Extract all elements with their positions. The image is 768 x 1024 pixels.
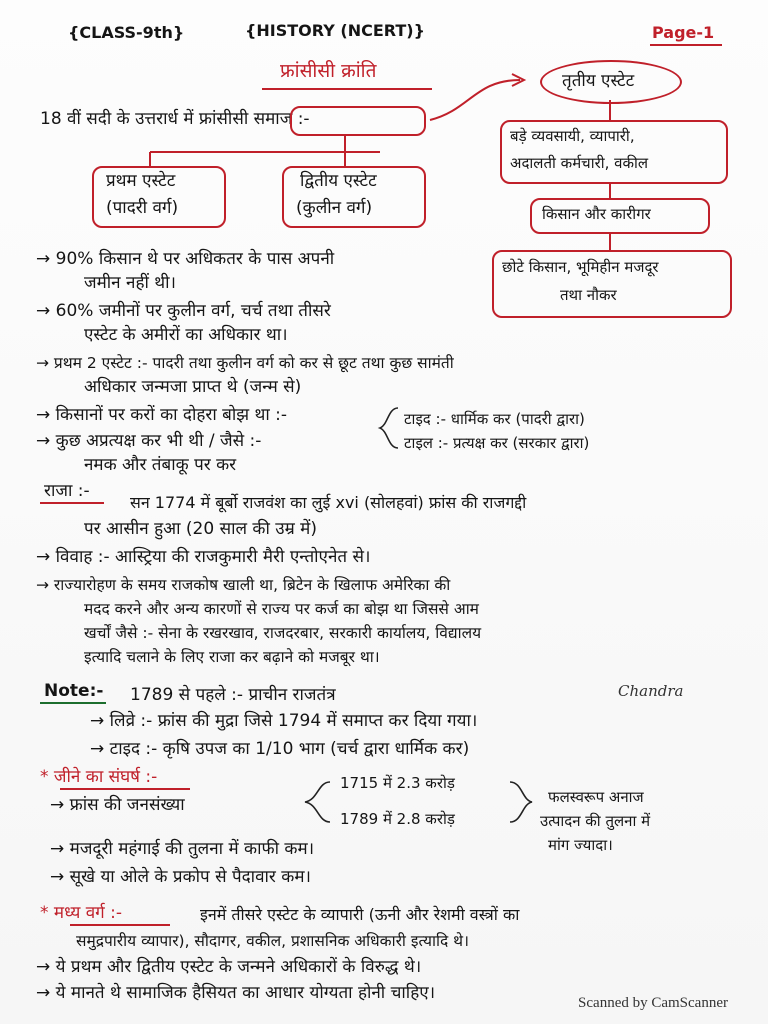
middle-class-line3: → ये प्रथम और द्वितीय एस्टेट के जन्मने अधिकारों के विरुद्ध थे। bbox=[36, 957, 422, 977]
topic-underline bbox=[262, 88, 432, 90]
note-line2: → लिव्रे :- फ्रांस की मुद्रा जिसे 1794 में समाप्त कर दिया गया। bbox=[90, 711, 478, 731]
population-label: → फ्रांस की जनसंख्या bbox=[50, 795, 185, 815]
king-accession-1: → राज्यारोहण के समय राजकोष खाली था, ब्रिटेन के खिलाफ अमेरिका की bbox=[36, 576, 451, 594]
survival-result-2: उत्पादन की तुलना में bbox=[540, 812, 651, 830]
king-line1: सन 1774 में बूर्बो राजवंश का लुई xvi (सोलहवां) फ्रांस की राजगद्दी bbox=[130, 493, 527, 512]
population-1789: 1789 में 2.8 करोड़ bbox=[340, 810, 455, 828]
class-label: {CLASS-9th} bbox=[68, 23, 185, 42]
point-5-line2: नमक और तंबाकू पर कर bbox=[84, 455, 237, 475]
page-label: Page-1 bbox=[652, 23, 715, 42]
second-estate-sub: (कुलीन वर्ग) bbox=[296, 198, 373, 218]
first-estate-title: प्रथम एस्टेट bbox=[106, 171, 176, 191]
third-group-3-line1: छोटे किसान, भूमिहीन मजदूर bbox=[502, 258, 659, 276]
tax-note-2: टाइल :- प्रत्यक्ष कर (सरकार द्वारा) bbox=[404, 434, 590, 452]
king-accession-4: इत्यादि चलाने के लिए राजा कर बढ़ाने को मजबूर था। bbox=[84, 648, 380, 666]
point-2-line2: एस्टेट के अमीरों का अधिकार था। bbox=[84, 325, 288, 345]
third-group-3-line2: तथा नौकर bbox=[560, 286, 617, 304]
middle-class-heading: * मध्य वर्ग :- bbox=[40, 903, 123, 923]
point-2-line1: → 60% जमीनों पर कुलीन वर्ग, चर्च तथा तीसरे bbox=[36, 301, 331, 321]
point-3-line2: अधिकार जन्मजा प्राप्त थे (जन्म से) bbox=[84, 377, 302, 397]
subject-label: {HISTORY (NCERT)} bbox=[245, 21, 425, 40]
third-group-1-line2: अदालती कर्मचारी, वकील bbox=[510, 154, 649, 172]
signature-chandra: Chandra bbox=[618, 682, 684, 700]
middle-class-line1: इनमें तीसरे एस्टेट के व्यापारी (ऊनी और रेशमी वस्त्रों का bbox=[200, 905, 520, 924]
point-1-line2: जमीन नहीं थी। bbox=[84, 273, 176, 293]
king-heading: राजा :- bbox=[44, 481, 90, 501]
society-root-box bbox=[290, 106, 426, 136]
king-accession-3: खर्चों जैसे :- सेना के रखरखाव, राजदरबार, सरकारी कार्यालय, विद्यालय bbox=[84, 624, 482, 642]
topic-title: फ्रांसीसी क्रांति bbox=[280, 60, 377, 82]
third-group-2-text: किसान और कारीगर bbox=[542, 205, 651, 223]
middle-class-line2: समुद्रपारीय व्यापार), सौदागर, वकील, प्रशासनिक अधिकारी इत्यादि थे। bbox=[76, 932, 469, 950]
note-line3: → टाइद :- कृषि उपज का 1/10 भाग (चर्च द्वारा धार्मिक कर) bbox=[90, 739, 470, 759]
note-label: Note:- bbox=[44, 681, 104, 701]
survival-result-1: फलस्वरूप अनाज bbox=[548, 788, 644, 806]
survival-underline bbox=[60, 788, 190, 790]
survival-heading: * जीने का संघर्ष :- bbox=[40, 767, 158, 787]
first-estate-sub: (पादरी वर्ग) bbox=[106, 198, 179, 218]
point-4-line1: → किसानों पर करों का दोहरा बोझ था :- bbox=[36, 405, 288, 425]
page-label-underline bbox=[650, 44, 722, 46]
middle-class-underline bbox=[70, 924, 170, 926]
wage-line: → मजदूरी महंगाई की तुलना में काफी कम। bbox=[50, 839, 315, 859]
king-line2: पर आसीन हुआ (20 साल की उम्र में) bbox=[84, 519, 317, 539]
drought-line: → सूखे या ओले के प्रकोप से पैदावार कम। bbox=[50, 867, 311, 887]
population-1715: 1715 में 2.3 करोड़ bbox=[340, 774, 455, 792]
third-estate-title: तृतीय एस्टेट bbox=[562, 71, 635, 91]
king-accession-2: मदद करने और अन्य कारणों से राज्य पर कर्ज का बोझ था जिससे आम bbox=[84, 600, 479, 618]
tax-note-1: टाइद :- धार्मिक कर (पादरी द्वारा) bbox=[404, 410, 585, 428]
second-estate-title: द्वितीय एस्टेट bbox=[300, 171, 377, 191]
survival-result-3: मांग ज्यादा। bbox=[548, 836, 613, 854]
society-root: 18 वीं सदी के उत्तरार्ध में फ्रांसीसी समाज :- bbox=[40, 109, 310, 129]
king-marriage: → विवाह :- आस्ट्रिया की राजकुमारी मैरी एन्तोएनेत से। bbox=[36, 547, 371, 567]
note-underline bbox=[40, 702, 106, 704]
third-group-1-line1: बड़े व्यवसायी, व्यापारी, bbox=[510, 127, 635, 145]
point-5-line1: → कुछ अप्रत्यक्ष कर भी थी / जैसे :- bbox=[36, 431, 262, 451]
king-heading-underline bbox=[40, 502, 104, 504]
scanner-watermark: Scanned by CamScanner bbox=[578, 995, 728, 1011]
point-3-line1: → प्रथम 2 एस्टेट :- पादरी तथा कुलीन वर्ग को कर से छूट तथा कुछ सामंती bbox=[36, 354, 454, 372]
middle-class-line4: → ये मानते थे सामाजिक हैसियत का आधार योग्यता होनी चाहिए। bbox=[36, 983, 436, 1003]
point-1-line1: → 90% किसान थे पर अधिकतर के पास अपनी bbox=[36, 249, 335, 269]
note-line1: 1789 से पहले :- प्राचीन राजतंत्र bbox=[130, 685, 336, 705]
